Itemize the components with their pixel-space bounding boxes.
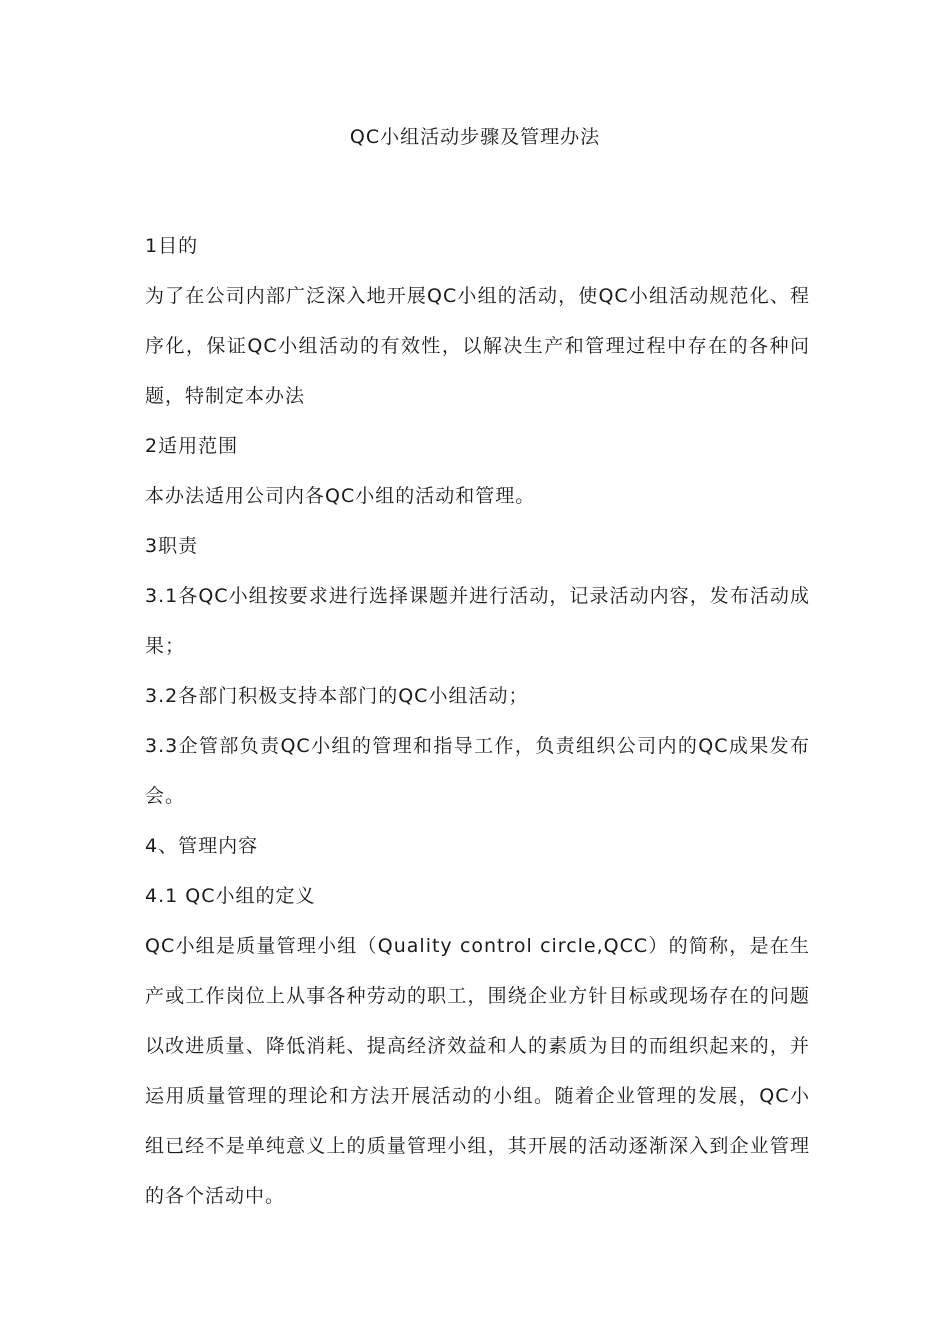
document-body xyxy=(145,221,810,1221)
paragraph-qc-definition: QC小组是质量管理小组（Quality control circle,QCC）的简称，是在生产或工作岗位上从事各种劳动的职工，围绕企业方针目标或现场存在的问题以改进质量、降低消耗、提高经济效益和人的素质为目的而组织起来的，并运用质量管理的理论和方法开展活动的小组。随着企业管理的发展，QC小组已经不是单纯意义上的质量管理小组，其开展的活动逐渐深入到企业管理的各个活动中。 xyxy=(145,935,810,1207)
paragraph-scope: 本办法适用公司内各QC小组的活动和管理。 xyxy=(145,485,536,507)
section-heading-management-content: 4、管理内容 xyxy=(145,835,259,857)
section-heading-purpose: 1目的 xyxy=(145,235,199,257)
paragraph-purpose: 为了在公司内部广泛深入地开展QC小组的活动，使QC小组活动规范化、程序化，保证QC小组活动的有效性，以解决生产和管理过程中存在的各种问题，特制定本办法 xyxy=(145,285,810,407)
section-heading-scope: 2适用范围 xyxy=(145,435,239,457)
section-heading-responsibilities: 3职责 xyxy=(145,535,199,557)
paragraph-responsibility-3-3: 3.3企管部负责QC小组的管理和指导工作，负责组织公司内的QC成果发布会。 xyxy=(145,735,810,807)
paragraph-responsibility-3-2: 3.2各部门积极支持本部门的QC小组活动； xyxy=(145,685,529,707)
subsection-heading-qc-definition: 4.1 QC小组的定义 xyxy=(145,885,316,907)
paragraph-responsibility-3-1: 3.1各QC小组按要求进行选择课题并进行活动，记录活动内容，发布活动成果； xyxy=(145,585,810,657)
document-title: QC小组活动步骤及管理办法 xyxy=(349,126,601,148)
